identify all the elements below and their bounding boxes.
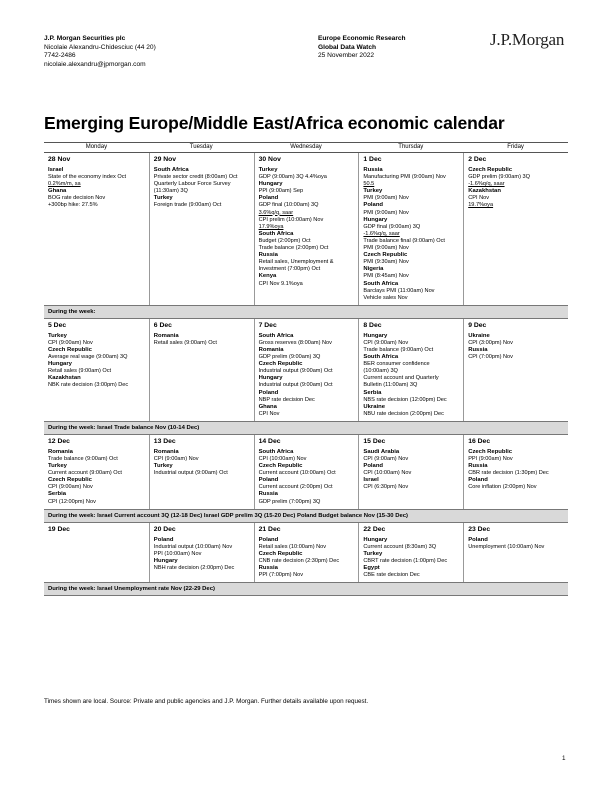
country-name: Russia	[258, 491, 278, 498]
day-cell	[358, 153, 463, 305]
event-item: Bulletin (11:00am) 3Q	[363, 382, 418, 389]
country-name: Israel	[48, 167, 64, 173]
country-name: Hungary	[258, 181, 283, 188]
event-item: CPI prelim (10:00am) Nov	[258, 216, 324, 223]
country-name: Poland	[468, 536, 488, 543]
country-name: Poland	[363, 463, 384, 470]
week-row	[44, 153, 568, 306]
day-date: 14 Dec	[258, 437, 281, 445]
day-cell	[358, 523, 463, 583]
event-item: Gross reserves (8:00am) Nov	[258, 339, 332, 346]
country-name: Hungary	[258, 375, 283, 382]
country-name: Turkey	[48, 332, 67, 339]
country-name: Czech Republic	[258, 361, 303, 368]
event-item: State of the economy index Oct	[48, 174, 127, 181]
event-item: GDP prelim (7:00pm) 3Q	[258, 498, 321, 505]
day-date: 5 Dec	[48, 321, 67, 329]
event-item: CPI (3:00pm) Nov	[468, 339, 513, 346]
page-number: 1	[562, 755, 566, 762]
day-date: 9 Dec	[468, 321, 487, 329]
event-item: CBE rate decision Dec	[363, 572, 420, 579]
week-row	[44, 523, 568, 584]
event-item: Retail sales (9:00am) Oct	[48, 368, 112, 375]
event-item: CPI (9:00am) Nov	[48, 484, 93, 491]
event-item: PPI (10:00am) Nov	[153, 550, 202, 557]
event-item: CPI (9:00am) Nov	[153, 456, 199, 462]
day-date: 30 Nov	[258, 156, 281, 163]
event-item: Current account and Quarterly	[363, 375, 439, 382]
author-phone: 7742-2486	[44, 52, 76, 60]
country-name: South Africa	[363, 280, 399, 287]
author-name: Nicolaie Alexandru-Chidesciuc (44 20)	[44, 43, 156, 51]
weekday-header-monday: Monday	[85, 144, 108, 150]
country-name: Saudi Arabia	[363, 448, 400, 455]
publication-date: 25 November 2022	[318, 52, 375, 60]
country-name: Turkey	[153, 195, 173, 202]
event-item: PMI (8:45am) Nov	[363, 273, 409, 280]
event-item: GDP (9:00am) 3Q 4.4%oya	[258, 174, 327, 181]
event-item: CNB rate decision (2:30pm) Dec	[258, 557, 340, 564]
country-name: Hungary	[363, 536, 388, 543]
event-item: CPI (7:00pm) Nov	[468, 354, 513, 361]
day-cell	[358, 319, 463, 421]
country-name: Czech Republic	[258, 463, 303, 470]
event-item: Trade balance final (9:00am) Oct	[363, 237, 445, 244]
during-the-week-row: During the week: Israel Current account 3Q (12-18 Dec) Israel GDP prelim 3Q (15-20 Dec) Poland Budget balance Nov (15-30 Dec)	[44, 510, 568, 523]
country-name: Russia	[363, 167, 383, 173]
economic-calendar	[44, 142, 568, 596]
author-email[interactable]: nicolaie.alexandru@jpmorgan.com	[44, 60, 146, 68]
day-cell	[44, 435, 149, 509]
country-name: South Africa	[363, 354, 399, 361]
country-name: Hungary	[363, 216, 388, 223]
event-item: Trade balance (2:00pm) Oct	[258, 245, 329, 252]
week-row	[44, 435, 568, 510]
country-name: South Africa	[258, 230, 294, 237]
event-item: GDP prelim (9:00am) 3Q	[468, 174, 530, 181]
country-name: Poland	[258, 477, 279, 484]
event-item: GDP prelim (9:00am) 3Q	[258, 354, 321, 361]
country-name: Kenya	[258, 273, 277, 280]
event-item: GDP final (9:00am) 3Q	[363, 223, 421, 230]
day-cell	[149, 153, 254, 305]
firm-name: J.P. Morgan Securities plc	[44, 35, 126, 42]
event-item: Retail sales (9:00am) Oct	[153, 339, 217, 346]
day-date: 12 Dec	[48, 437, 70, 445]
day-date: 7 Dec	[258, 321, 277, 329]
weekday-header-row	[44, 142, 568, 153]
country-name: Czech Republic	[363, 252, 408, 259]
event-item: CPI Nov	[258, 410, 280, 417]
event-item: CPI (10:00am) Nov	[363, 470, 412, 477]
country-name: Czech Republic	[48, 477, 92, 484]
event-item: CPI (6:30pm) Nov	[363, 484, 409, 491]
event-item: Industrial output (9:00am) Oct	[258, 382, 333, 389]
day-cell	[463, 435, 568, 509]
country-name: Poland	[153, 536, 174, 543]
country-name: Serbia	[363, 389, 382, 396]
country-name: South Africa	[258, 448, 294, 455]
day-cell	[463, 319, 568, 421]
day-date: 13 Dec	[153, 437, 176, 445]
country-name: Ukraine	[468, 332, 490, 339]
country-name: Poland	[258, 389, 279, 396]
country-name: Kazakhstan	[48, 375, 81, 382]
event-item: Core inflation (2:00pm) Nov	[468, 484, 537, 491]
country-name: South Africa	[258, 332, 294, 339]
event-item: (10:00am) 3Q	[363, 368, 398, 375]
day-cell	[254, 523, 359, 583]
event-item: PMI (9:00am) Nov	[363, 209, 409, 216]
event-item: Current account (2:00pm) Oct	[258, 484, 333, 491]
event-item: Trade balance (9:00am) Oct	[48, 456, 118, 462]
day-date: 20 Dec	[153, 525, 176, 533]
author-block	[44, 35, 156, 69]
day-date: 28 Nov	[48, 156, 71, 163]
event-item: -1.6%q/q, saar	[363, 230, 400, 237]
event-item: PPI (9:00am) Nov	[468, 456, 513, 462]
day-cell	[358, 435, 463, 509]
country-name: Russia	[468, 346, 488, 353]
event-item: CBR rate decision (1:30pm) Dec	[468, 470, 549, 477]
event-item: 19.7%oya	[468, 202, 494, 209]
day-cell	[463, 153, 568, 305]
country-name: Russia	[468, 463, 488, 470]
day-date: 16 Dec	[468, 437, 491, 445]
event-item: CPI (10:00am) Nov	[258, 456, 307, 462]
during-the-week-row: During the week:	[44, 306, 568, 319]
publication-name: Global Data Watch	[318, 43, 377, 51]
country-name: Turkey	[363, 188, 383, 195]
event-item: CPI (9:00am) Nov	[363, 339, 409, 346]
day-date: 21 Dec	[258, 525, 281, 533]
event-item: BOG rate decision Nov	[48, 195, 106, 202]
event-item: Private sector credit (8:00am) Oct	[153, 174, 238, 181]
country-name: Ukraine	[363, 403, 386, 410]
day-cell	[149, 523, 254, 583]
event-item: Retail sales, Unemployment &	[258, 259, 334, 266]
country-name: Ghana	[48, 188, 67, 195]
event-item: PPI (7:00pm) Nov	[258, 572, 304, 579]
country-name: Poland	[258, 195, 279, 202]
event-item: CBRT rate decision (1:00pm) Dec	[363, 557, 448, 564]
event-item: Average real wage (9:00am) 3Q	[48, 354, 128, 361]
day-cell	[149, 319, 254, 421]
day-date: 6 Dec	[153, 321, 172, 329]
country-name: Czech Republic	[468, 167, 513, 173]
day-date: 23 Dec	[468, 525, 491, 533]
event-item: PMI (9:30am) Nov	[363, 259, 409, 266]
day-date: 1 Dec	[363, 156, 382, 163]
event-item: Industrial output (10:00am) Nov	[153, 543, 233, 550]
during-the-week-row: During the week: Israel Trade balance Nov (10-14 Dec)	[44, 422, 568, 435]
day-cell	[44, 319, 149, 421]
event-item: Vehicle sales Nov	[363, 294, 408, 301]
event-item: PMI (9:00am) Nov	[363, 195, 409, 202]
event-item: 50.5	[363, 181, 375, 188]
country-name: Kazakhstan	[468, 188, 501, 195]
country-name: Romania	[153, 448, 179, 455]
day-cell	[44, 523, 149, 583]
event-item: CPI Nov 9.1%oya	[258, 280, 303, 287]
event-item: CPI (9:00am) Nov	[363, 456, 409, 462]
event-item: CPI (9:00am) Nov	[48, 339, 93, 346]
event-item: Retail sales (10:00am) Nov	[258, 543, 327, 550]
event-item: Quarterly Labour Force Survey	[153, 181, 231, 188]
day-cell	[149, 435, 254, 509]
country-name: Turkey	[363, 550, 383, 557]
country-name: Poland	[363, 202, 384, 209]
country-name: Russia	[258, 565, 278, 572]
during-the-week-row: During the week: Israel Unemployment rate Nov (22-29 Dec)	[44, 583, 568, 596]
event-item: Industrial output (9:00am) Oct	[153, 470, 228, 477]
day-date: 2 Dec	[468, 156, 487, 163]
country-name: Egypt	[363, 565, 380, 572]
country-name: Turkey	[153, 463, 173, 470]
event-item: Investment (7:00pm) Oct	[258, 266, 321, 273]
country-name: Hungary	[363, 332, 388, 339]
country-name: Hungary	[153, 557, 178, 564]
country-name: Russia	[258, 252, 278, 259]
event-item: GDP final (10:00am) 3Q	[258, 202, 319, 209]
day-cell	[254, 153, 359, 305]
country-name: Czech Republic	[258, 550, 303, 557]
event-item: PPI (9:00am) Sep	[258, 188, 304, 195]
day-cell	[463, 523, 568, 583]
weekday-header-thursday: Thursday	[398, 144, 424, 150]
country-name: Israel	[363, 477, 379, 484]
event-item: NBS rate decision (12:00pm) Dec	[363, 396, 447, 403]
day-cell	[44, 153, 149, 305]
event-item: Unemployment (10:00am) Nov	[468, 543, 545, 550]
country-name: Romania	[258, 346, 284, 353]
event-item: Barclays PMI (11:00am) Nov	[363, 287, 435, 294]
country-name: Poland	[258, 536, 279, 543]
event-item: (11:30am) 3Q	[153, 188, 188, 195]
source-footnote: Times shown are local. Source: Private and public agencies and J.P. Morgan. Further details available upon request.	[44, 698, 369, 705]
event-item: CPI (12:00pm) Nov	[48, 498, 96, 505]
event-item: NBP rate decision Dec	[258, 396, 315, 403]
event-item: -1.6%q/q, saar	[468, 181, 505, 188]
day-cell	[254, 319, 359, 421]
event-item: Current account (9:00am) Oct	[48, 470, 122, 477]
country-name: Romania	[48, 448, 73, 455]
country-name: Serbia	[48, 491, 67, 498]
country-name: Czech Republic	[468, 448, 513, 455]
jpmorgan-logo: J.P.Morgan	[490, 30, 565, 49]
day-date: 19 Dec	[48, 525, 70, 533]
country-name: Poland	[468, 477, 488, 484]
day-date: 22 Dec	[363, 525, 386, 533]
day-date: 8 Dec	[363, 321, 382, 329]
event-item: PMI (9:00am) Nov	[363, 245, 409, 252]
country-name: South Africa	[153, 167, 189, 173]
event-item: Trade balance (9:00am) Oct	[363, 346, 434, 353]
event-item: +300bp hike: 27.5%	[48, 202, 98, 209]
event-item: 17.9%oya	[258, 223, 284, 230]
country-name: Hungary	[48, 361, 72, 368]
event-item: Budget (2:00pm) Oct	[258, 237, 311, 244]
country-name: Romania	[153, 332, 179, 339]
event-item: 0.2%m/m, sa	[48, 181, 81, 188]
event-item: NBK rate decision (3:00pm) Dec	[48, 382, 129, 389]
event-item: 3.6%q/q, saar	[258, 209, 294, 216]
country-name: Nigeria	[363, 266, 384, 273]
country-name: Turkey	[48, 463, 67, 470]
event-item: NBU rate decision (2:00pm) Dec	[363, 410, 444, 417]
event-item: Current account (8:30am) 3Q	[363, 543, 437, 550]
page-title: Emerging Europe/Middle East/Africa economic calendar	[44, 113, 505, 133]
day-cell	[254, 435, 359, 509]
event-item: CPI Nov	[468, 195, 490, 202]
research-group: Europe Economic Research	[318, 35, 406, 42]
day-date: 29 Nov	[153, 156, 177, 163]
event-item: Manufacturing PMI (9:00am) Nov	[363, 174, 446, 181]
weekday-header-wednesday: Wednesday	[290, 144, 322, 150]
day-date: 15 Dec	[363, 437, 386, 445]
weekday-header-tuesday: Tuesday	[189, 144, 213, 150]
event-item: Foreign trade (9:00am) Oct	[153, 202, 222, 209]
weekday-header-friday: Friday	[507, 144, 524, 150]
event-item: BER consumer confidence	[363, 361, 430, 368]
event-item: Current account (10:00am) Oct	[258, 470, 336, 477]
country-name: Turkey	[258, 167, 278, 173]
event-item: NBH rate decision (2:00pm) Dec	[153, 565, 235, 572]
country-name: Ghana	[258, 403, 277, 410]
event-item: Industrial output (9:00am) Oct	[258, 368, 333, 375]
publication-block	[318, 35, 406, 61]
country-name: Czech Republic	[48, 346, 92, 353]
week-row	[44, 319, 568, 422]
